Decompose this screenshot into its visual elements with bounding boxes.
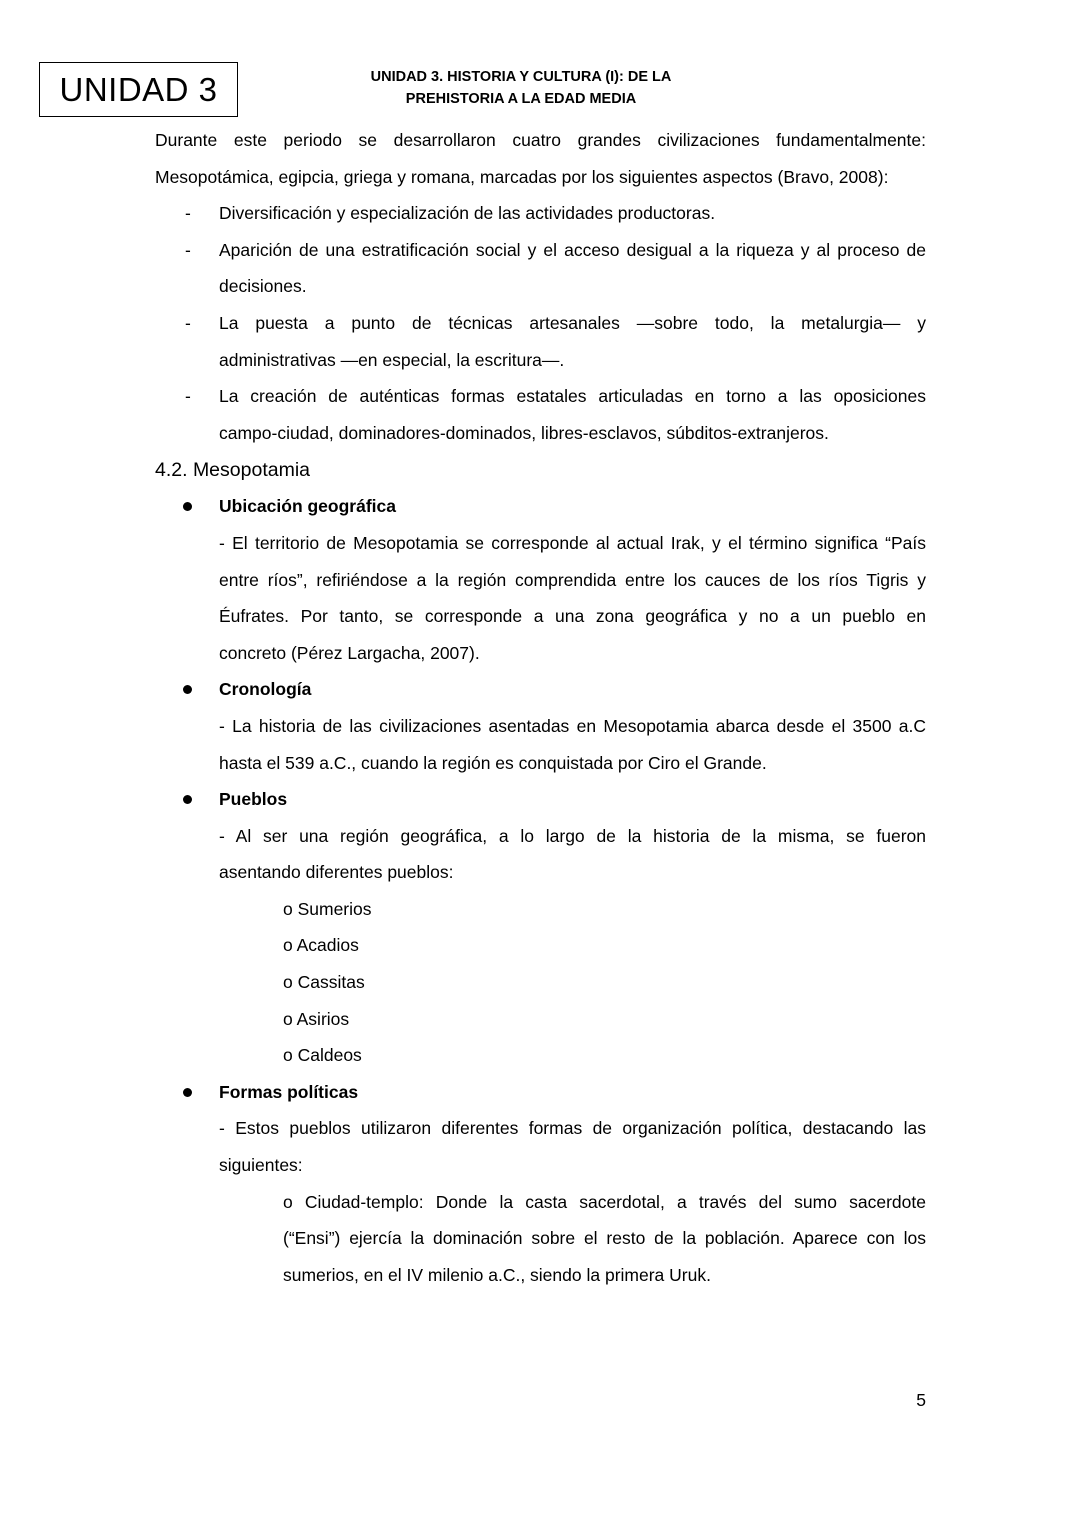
topic-text-line: Éufrates. Por tanto, se corresponde a una zona geográfica y no a un pueblo en (219, 606, 926, 627)
list-item-sumerios: o Sumerios (283, 898, 372, 919)
dash-marker: - (185, 386, 191, 407)
topic-heading: Cronología (219, 679, 312, 700)
section-heading: 4.2. Mesopotamia (155, 459, 311, 482)
bullet-icon (183, 502, 192, 511)
dash-marker: - (185, 312, 191, 333)
bullet-icon (183, 1088, 192, 1097)
topic-text-line: siguientes: (219, 1155, 303, 1176)
intro-line-1: Durante este periodo se desarrollaron cuatro grandes civilizaciones fundamentalmente: (155, 130, 926, 150)
aspect-list-item (155, 232, 926, 305)
aspect-text-line: La puesta a punto de técnicas artesanales —sobre todo, la metalurgia— y (219, 312, 926, 333)
topic-text-line: - La historia de las civilizaciones asentadas en Mesopotamia abarca desde el 3500 a.C (219, 715, 926, 736)
dash-marker: - (185, 239, 191, 260)
topic-ubicacion (155, 488, 926, 671)
page-content (155, 122, 926, 1293)
topic-pueblos (155, 781, 926, 891)
header-title-line-2: PREHISTORIA A LA EDAD MEDIA (405, 91, 637, 107)
unit-label-box (39, 62, 238, 117)
aspect-text-line: Diversificación y especialización de las actividades productoras. (219, 203, 716, 224)
topic-text-line: concreto (Pérez Largacha, 2007). (219, 642, 480, 663)
aspect-text-line: administrativas —en especial, la escritura—. (219, 349, 565, 370)
list-item-asirios: o Asirios (283, 1008, 350, 1029)
page-number: 5 (916, 1390, 926, 1410)
topic-text-line: asentando diferentes pueblos: (219, 862, 454, 883)
sub-text-line: sumerios, en el IV milenio a.C., siendo la primera Uruk. (283, 1264, 711, 1285)
formas-sub-list (155, 1184, 926, 1294)
topic-text-line: hasta el 539 a.C., cuando la región es conquistada por Ciro el Grande. (219, 752, 767, 773)
aspect-list-item (155, 195, 926, 232)
aspect-text-line: La creación de auténticas formas estatales articuladas en torno a las oposiciones (219, 386, 926, 407)
topic-heading: Ubicación geográfica (219, 496, 396, 517)
topic-formas-politicas (155, 1074, 926, 1184)
bullet-icon (183, 795, 192, 804)
topic-cronologia (155, 671, 926, 781)
topic-heading: Formas políticas (219, 1081, 359, 1102)
intro-line-2: Mesopotámica, egipcia, griega y romana, marcadas por los siguientes aspectos (Bravo, 2008): (155, 166, 889, 187)
list-item-cassitas: o Cassitas (283, 972, 365, 993)
list-item-caldeos: o Caldeos (283, 1045, 362, 1066)
sub-text-line: (“Ensi”) ejercía la dominación sobre el resto de la población. Aparece con los (283, 1228, 926, 1249)
list-item-acadios: o Acadios (283, 935, 359, 956)
aspect-text-line: Aparición de una estratificación social y el acceso desigual a la riqueza y al proceso de (219, 239, 926, 260)
aspect-list-item (155, 305, 926, 378)
document-header-title (340, 66, 702, 110)
header-title-line-1: UNIDAD 3. HISTORIA Y CULTURA (I): DE LA (370, 69, 672, 85)
aspect-text-line: decisiones. (219, 276, 307, 297)
aspect-text-line: campo-ciudad, dominadores-dominados, libres-esclavos, súbditos-extranjeros. (219, 422, 829, 443)
topic-text-line: - Al ser una región geográfica, a lo largo de la historia de la misma, se fueron (219, 825, 926, 846)
topic-text-line: - El territorio de Mesopotamia se corresponde al actual Irak, y el término significa “País (219, 532, 926, 553)
bullet-icon (183, 685, 192, 694)
sub-text-line: o Ciudad-templo: Donde la casta sacerdotal, a través del sumo sacerdote (283, 1191, 926, 1212)
dash-marker: - (185, 203, 191, 224)
pueblos-list (155, 891, 926, 1074)
topic-text-line: entre ríos”, refiriéndose a la región comprendida entre los cauces de los ríos Tigris y (219, 569, 926, 590)
aspect-list-item (155, 378, 926, 451)
topic-text-line: - Estos pueblos utilizaron diferentes formas de organización política, destacando las (219, 1118, 926, 1139)
topic-heading: Pueblos (219, 789, 288, 810)
unit-label: UNIDAD 3 (59, 71, 218, 108)
